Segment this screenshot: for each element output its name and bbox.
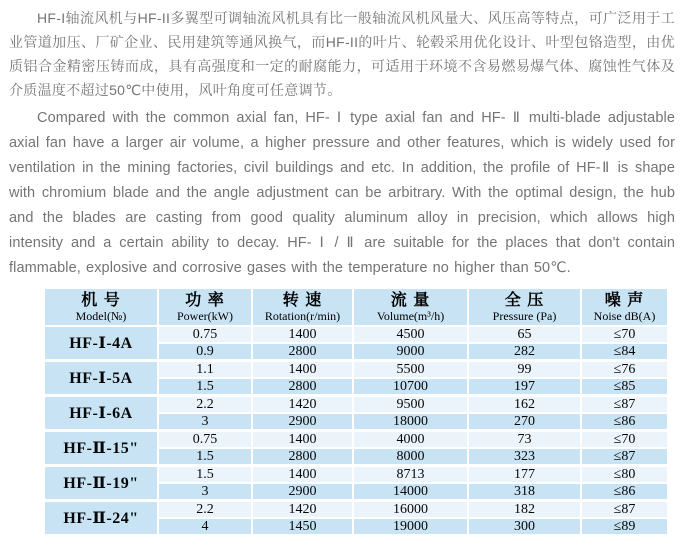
spec-cell: 162	[468, 396, 581, 414]
spec-cell: ≤87	[581, 501, 668, 519]
model-cell: HF-Ⅰ-6A	[44, 396, 158, 431]
spec-cell: 0.75	[158, 431, 252, 449]
column-header-en: Model(№)	[75, 309, 127, 323]
table-row	[44, 326, 668, 343]
spec-cell: 2800	[252, 343, 353, 361]
column-header-zh: 流 量	[390, 292, 431, 309]
spec-cell: ≤76	[581, 361, 668, 379]
spec-cell: 4	[158, 518, 252, 536]
table-row	[44, 361, 668, 379]
spec-cell: 19000	[353, 518, 468, 536]
spec-cell: 9000	[353, 343, 468, 361]
column-header-zh: 机 号	[81, 292, 121, 309]
spec-cell: 1.1	[158, 361, 252, 379]
spec-cell: 1.5	[158, 448, 252, 466]
spec-cell: 99	[468, 361, 581, 379]
column-header-volume	[353, 288, 468, 326]
spec-cell: 65	[468, 326, 581, 343]
intro-paragraph-en: Compared with the common axial fan, HF- Ⅰ type axial fan and HF- Ⅱ multi-blade adjustable axial fan have a larger air volume, a higher pressure and other features, which is widely used for ventilation in the mining factories, civil buildings and etc. In addition, the profile of HF-Ⅱ is shape with chromium blade and the angle adjustment can be arbitrary. With the optimal design, the hub and the blades are casting from good quality aluminum alloy in precision, which allows high intensity and a certain ability to decay. HF- Ⅰ / Ⅱ are suitable for the places that don't contain flammable, explosive and corrosive gases with the temperature no higher than 50℃.	[9, 110, 675, 276]
spec-cell: 270	[468, 413, 581, 431]
spec-cell: 3	[158, 483, 252, 501]
column-header-zh: 功 率	[185, 292, 225, 309]
spec-cell: 0.9	[158, 343, 252, 361]
spec-cell: 2900	[252, 413, 353, 431]
spec-cell: 4000	[353, 431, 468, 449]
spec-cell: ≤89	[581, 518, 668, 536]
spec-cell: ≤87	[581, 448, 668, 466]
column-header-noise	[581, 288, 668, 326]
spec-cell: 14000	[353, 483, 468, 501]
spec-cell: 1400	[252, 361, 353, 379]
spec-cell: 8713	[353, 466, 468, 484]
column-header-en: Volume(m³/h)	[376, 309, 445, 323]
spec-cell: 1420	[252, 396, 353, 414]
spec-cell: 318	[468, 483, 581, 501]
spec-cell: 1400	[252, 431, 353, 449]
spec-cell: ≤86	[581, 413, 668, 431]
table-row	[44, 431, 668, 449]
spec-cell: 2800	[252, 448, 353, 466]
column-header-en: Rotation(r/min)	[264, 309, 341, 323]
spec-table	[43, 287, 669, 537]
spec-cell: 197	[468, 378, 581, 396]
spec-cell: 8000	[353, 448, 468, 466]
spec-cell: 18000	[353, 413, 468, 431]
spec-cell: 1.5	[158, 378, 252, 396]
spec-cell: ≤70	[581, 431, 668, 449]
spec-cell: 177	[468, 466, 581, 484]
spec-cell: 3	[158, 413, 252, 431]
spec-cell: 1420	[252, 501, 353, 519]
intro-paragraph-cn: HF-I轴流风机与HF-II多翼型可调轴流风机具有比一般轴流风机风量大、风压高等特点，可广泛用于工业管道加压、厂矿企业、民用建筑等通风换气，而HF-II的叶片、轮毂采用优化设计、叶型包铬造型，由优质铝合金精密压铸而成，具有高强度和一定的耐腐能力，可适用于环境不含易燃易爆气体、腐蚀性气体及介质温度不超过50℃中使用，风叶角度可任意调节。	[9, 10, 675, 98]
spec-cell: 2.2	[158, 501, 252, 519]
model-cell: HF-Ⅱ-15"	[44, 431, 158, 466]
column-header-en: Noise dB(A)	[593, 309, 656, 323]
column-header-en: Pressure (Pa)	[492, 309, 557, 323]
spec-cell: 0.75	[158, 326, 252, 343]
spec-cell: 323	[468, 448, 581, 466]
spec-cell: 10700	[353, 378, 468, 396]
column-header-rotation	[252, 288, 353, 326]
spec-cell: ≤70	[581, 326, 668, 343]
column-header-model	[44, 288, 158, 326]
column-header-pressure	[468, 288, 581, 326]
spec-cell: 182	[468, 501, 581, 519]
spec-cell: 300	[468, 518, 581, 536]
column-header-zh: 转 速	[282, 292, 323, 309]
spec-cell: 9500	[353, 396, 468, 414]
table-row	[44, 396, 668, 414]
spec-cell: ≤86	[581, 483, 668, 501]
spec-cell: 2.2	[158, 396, 252, 414]
spec-cell: 1.5	[158, 466, 252, 484]
spec-cell: 282	[468, 343, 581, 361]
spec-cell: 4500	[353, 326, 468, 343]
spec-cell: 1400	[252, 466, 353, 484]
spec-cell: 16000	[353, 501, 468, 519]
model-cell: HF-Ⅱ-24"	[44, 501, 158, 536]
spec-cell: 2800	[252, 378, 353, 396]
model-cell: HF-Ⅱ-19"	[44, 466, 158, 501]
model-cell: HF-Ⅰ-5A	[44, 361, 158, 396]
spec-cell: 1400	[252, 326, 353, 343]
header-row	[44, 288, 668, 326]
column-header-zh: 噪 声	[604, 292, 645, 309]
spec-cell: 5500	[353, 361, 468, 379]
spec-cell: 1450	[252, 518, 353, 536]
spec-cell: ≤87	[581, 396, 668, 414]
table-row	[44, 466, 668, 484]
column-header-en: Power(kW)	[177, 309, 233, 323]
spec-cell: 2900	[252, 483, 353, 501]
table-row	[44, 501, 668, 519]
column-header-power	[158, 288, 252, 326]
spec-cell: ≤85	[581, 378, 668, 396]
spec-cell: ≤84	[581, 343, 668, 361]
spec-cell: 73	[468, 431, 581, 449]
spec-cell: ≤80	[581, 466, 668, 484]
model-cell: HF-Ⅰ-4A	[44, 326, 158, 361]
column-header-zh: 全 压	[504, 292, 545, 309]
